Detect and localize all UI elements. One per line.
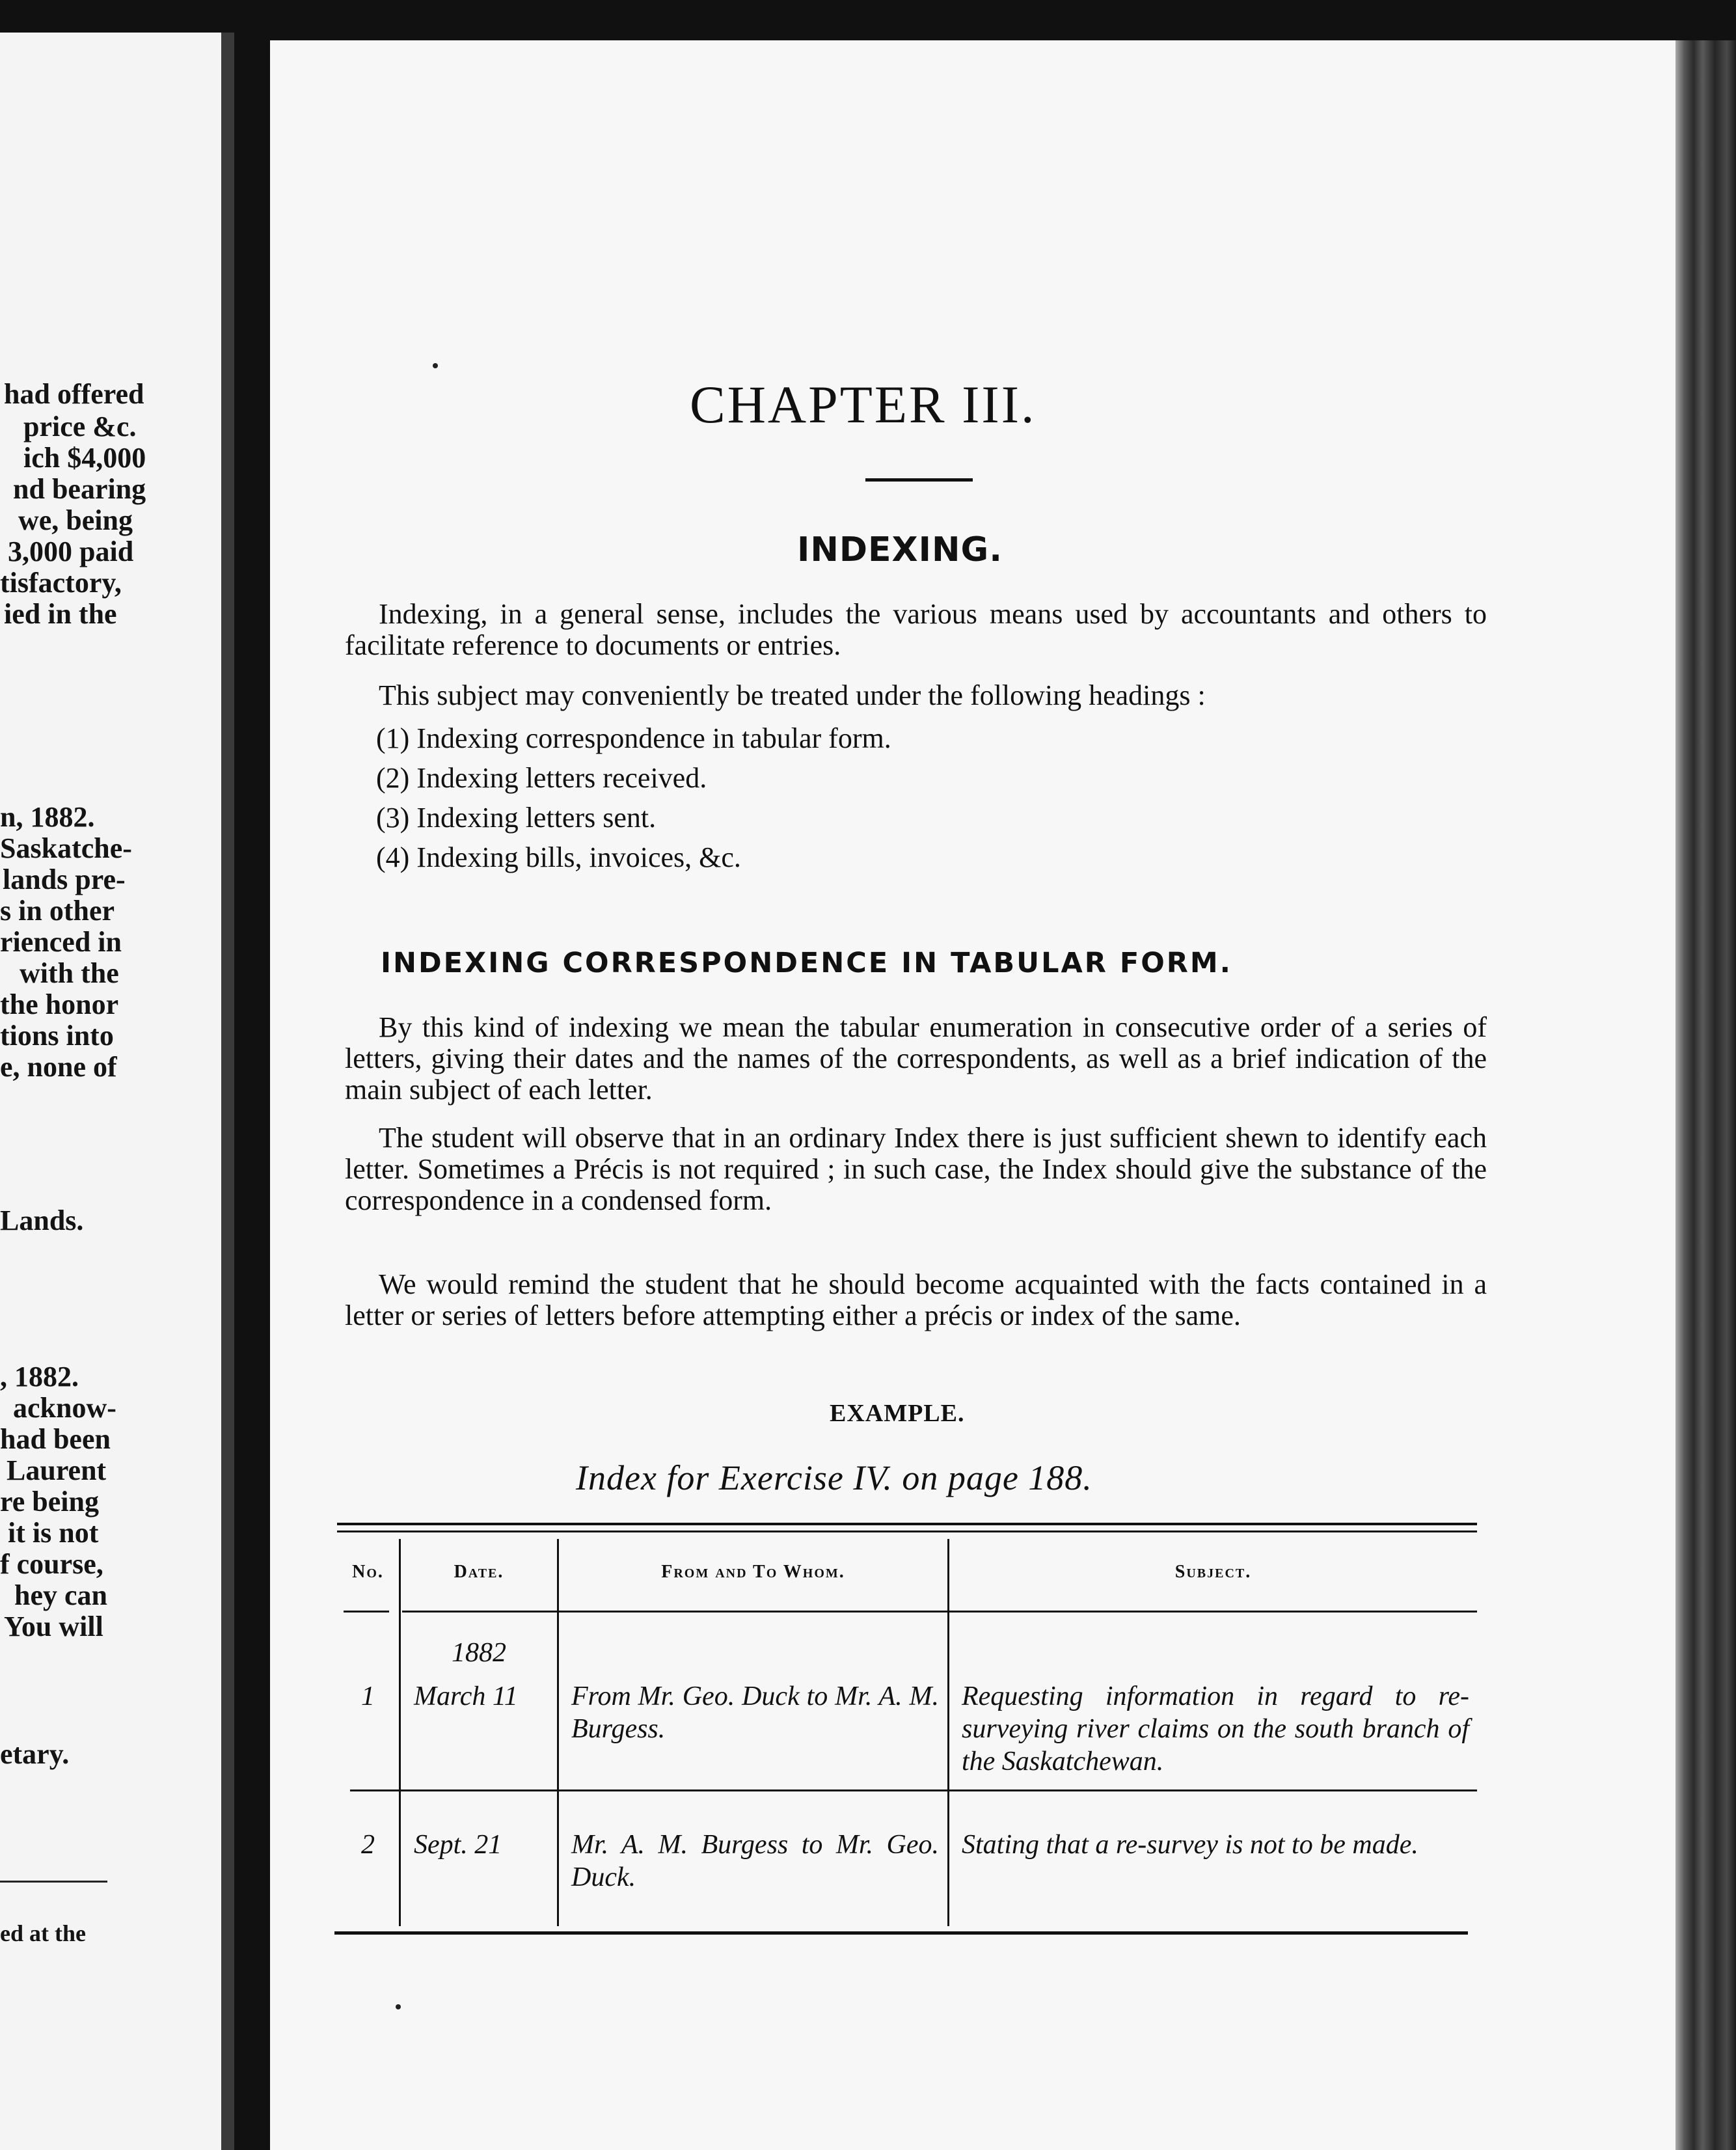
cell-from-to: Mr. A. M. Burgess to Mr. Geo. Duck. [571, 1830, 939, 1892]
body-paragraph: We would remind the student that he should become acquainted with the facts contained in a letter or series of letters before attempting either a précis or index of the same. [345, 1268, 1487, 1331]
left-page-text: You will [4, 1611, 103, 1642]
intro-paragraph: This subject may conveniently be treated under the following headings : [379, 679, 1206, 711]
left-page-text: etary. [0, 1738, 70, 1770]
left-page-text: Lands. [0, 1204, 84, 1236]
ink-speck [396, 2004, 401, 2009]
list-item: (3) Indexing letters sent. [376, 802, 657, 834]
footnote-rule [0, 1881, 107, 1883]
left-page-text: Laurent [7, 1454, 107, 1486]
left-page-text: nd bearing [13, 473, 146, 505]
left-page-text: acknow- [13, 1392, 116, 1424]
left-page-text: had been [0, 1423, 111, 1455]
column-divider [947, 1539, 949, 1926]
cell-date: Sept. 21 [414, 1830, 502, 1860]
left-page-text: price &c. [23, 411, 137, 442]
left-page-text: lands pre- [3, 864, 126, 895]
left-page-text: we, being [18, 504, 133, 536]
list-item: (4) Indexing bills, invoices, &c. [376, 841, 741, 873]
table-rule [334, 1931, 1468, 1935]
cell-no: 1 [361, 1681, 375, 1711]
title-divider [865, 478, 973, 482]
left-page-text: it is not [8, 1517, 99, 1549]
column-header-no: No. [352, 1562, 384, 1582]
intro-paragraph: Indexing, in a general sense, includes the various means used by accountants and others to facilitate reference to documents or entries. [345, 598, 1487, 661]
table-rule [337, 1531, 1477, 1532]
table-caption: Index for Exercise IV. on page 188. [576, 1458, 1092, 1497]
subsection-heading: INDEXING CORRESPONDENCE IN TABULAR FORM. [381, 947, 1232, 979]
list-item: (1) Indexing correspondence in tabular form. [376, 722, 891, 754]
table-rule [344, 1611, 389, 1612]
table-rule [402, 1611, 1477, 1612]
cell-subject: Stating that a re-survey is not to be made. [962, 1830, 1418, 1860]
left-page-text: re being [0, 1486, 99, 1517]
left-page-text: e, none of [0, 1051, 117, 1083]
book-gutter [221, 33, 234, 2150]
left-page-text: tions into [0, 1020, 114, 1052]
left-page-text: ied in the [4, 598, 117, 630]
body-paragraph: By this kind of indexing we mean the tabular enumeration in consecutive order of a series of letters, giving their dates and the names of the correspondents, as well as a brief indication of the main subject of each letter. [345, 1011, 1487, 1106]
page-edges [1675, 40, 1736, 2150]
year-label: 1882 [452, 1638, 506, 1668]
ink-speck [433, 363, 438, 368]
body-paragraph: The student will observe that in an ordinary Index there is just sufficient shewn to identify each letter. Sometimes a Précis is not required ; in such case, the Index should give the substance of the correspondence in a condensed form. [345, 1122, 1487, 1216]
left-page-text: the honor [0, 988, 119, 1020]
left-page-text: 3,000 paid [8, 536, 134, 567]
left-page-text: ich $4,000 [23, 442, 146, 474]
left-page-text: n, 1882. [0, 801, 95, 833]
left-page-text: hey can [14, 1579, 107, 1611]
chapter-title: CHAPTER III. [690, 375, 1037, 434]
cell-subject: Requesting information in regard to re-surveying river claims on the south branch of the Saskatchewan. [962, 1681, 1469, 1776]
list-item: (2) Indexing letters received. [376, 762, 707, 794]
cell-from-to: From Mr. Geo. Duck to Mr. A. M. Burgess. [571, 1681, 939, 1744]
left-page-text: f course, [0, 1548, 103, 1580]
left-page-text: s in other [0, 895, 115, 927]
left-page-text: Saskatche- [0, 832, 132, 864]
left-page-text: tisfactory, [0, 567, 122, 599]
column-header-from-to: From and To Whom. [661, 1562, 845, 1582]
table-rule [402, 1789, 1477, 1791]
left-page-text: had offered [4, 378, 144, 410]
left-facing-page [0, 33, 221, 2150]
left-page-footnote: ed at the [0, 1920, 86, 1946]
table-rule [337, 1523, 1477, 1525]
cell-date: March 11 [414, 1681, 518, 1711]
column-divider [557, 1539, 559, 1926]
left-page-text: rienced in [0, 926, 122, 958]
index-table [337, 1523, 1477, 1939]
example-label: EXAMPLE. [830, 1400, 965, 1427]
cell-no: 2 [361, 1830, 375, 1860]
left-page-text: with the [20, 957, 119, 989]
left-page-text: , 1882. [0, 1361, 79, 1393]
column-header-subject: Subject. [1174, 1562, 1252, 1582]
column-divider [399, 1539, 401, 1926]
table-rule [350, 1789, 402, 1791]
section-heading: INDEXING. [797, 530, 1003, 569]
column-header-date: Date. [454, 1562, 504, 1582]
